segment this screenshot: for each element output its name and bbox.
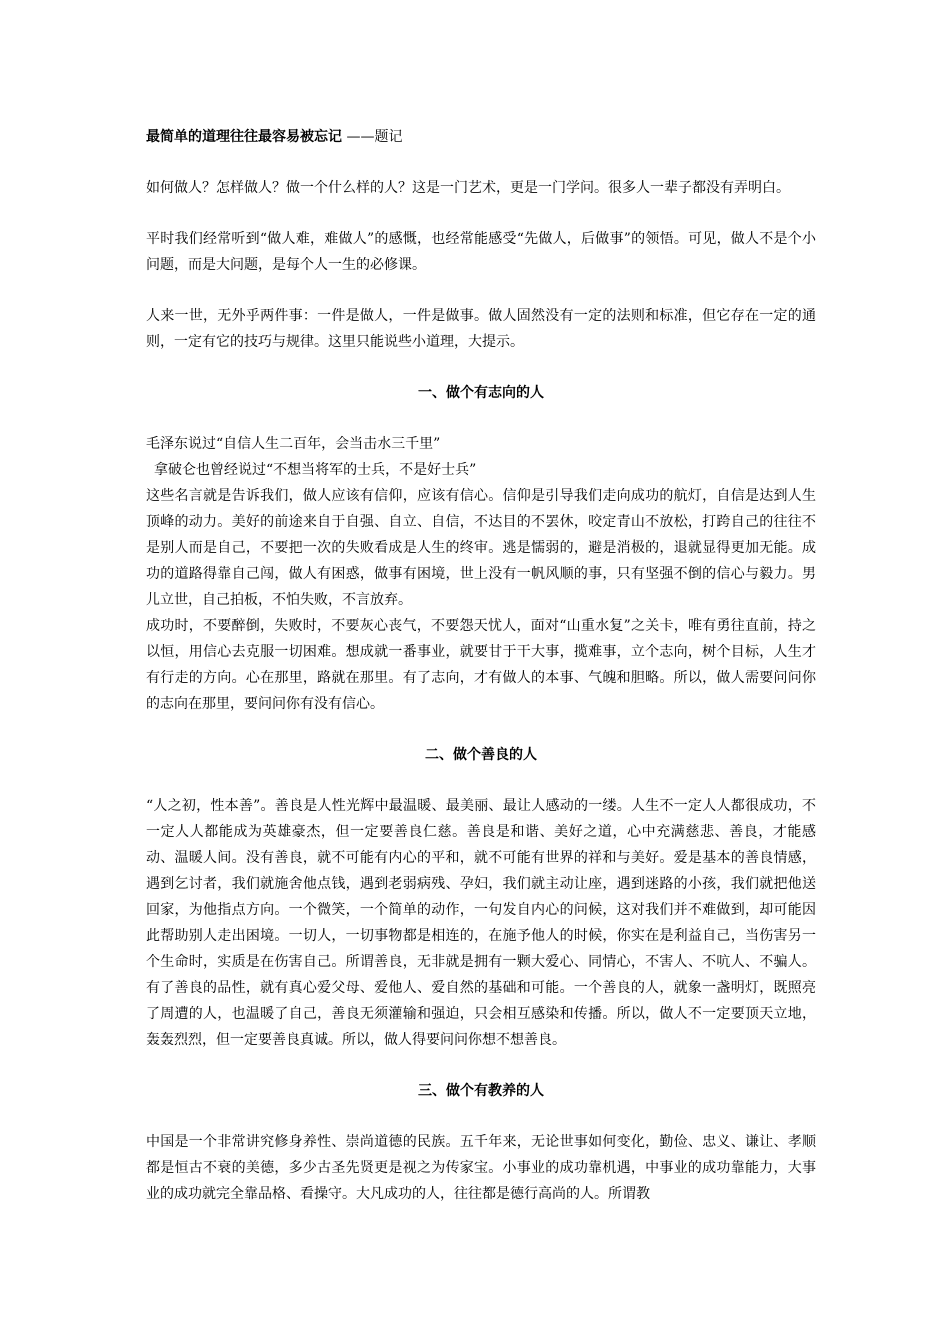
document-title-line bbox=[146, 124, 816, 150]
section-heading-1: 一、做个有志向的人 bbox=[418, 385, 544, 401]
document-page bbox=[146, 124, 816, 1207]
intro-paragraph-1: 如何做人？怎样做人？做一个什么样的人？这是一门艺术，更是一门学问。很多人一辈子都没有弄明白。 bbox=[146, 180, 790, 196]
intro-paragraph-3: 人来一世，无外乎两件事：一件是做人，一件是做事。做人固然没有一定的法则和标准，但它存在一定的通则，一定有它的技巧与规律。这里只能说些小道理，大提示。 bbox=[146, 308, 816, 350]
intro-paragraph-2: 平时我们经常听到“做人难，难做人”的感慨，也经常能感受“先做人，后做事”的领悟。可见，做人不是个小问题，而是大问题，是每个人一生的必修课。 bbox=[146, 231, 816, 273]
section-heading-2: 二、做个善良的人 bbox=[425, 747, 537, 763]
quote-mao: 毛泽东说过“自信人生二百年，会当击水三千里” bbox=[146, 436, 441, 452]
quote-napoleon: 拿破仑也曾经说过“不想当将军的士兵，不是好士兵” bbox=[154, 462, 477, 478]
section-heading-3: 三、做个有教养的人 bbox=[418, 1083, 544, 1099]
document-title: 最简单的道理往往最容易被忘记 bbox=[146, 129, 342, 145]
section2-paragraph: “人之初，性本善”。善良是人性光辉中最温暖、最美丽、最让人感动的一缕。人生不一定人人都很成功，不一定人人都能成为英雄豪杰，但一定要善良仁慈。善良是和谐、美好之道，心中充满慈悲、善良，才能感动、温暖人间。没有善良，就不可能有内心的平和，就不可能有世界的祥和与美好。爱是基本的善良情感，遇到乞讨者，我们就施舍他点钱，遇到老弱病残、孕妇，我们就主动让座，遇到迷路的小孩，我们就把他送回家，为他指点方向。一个微笑，一个简单的动作，一句发自内心的问候，这对我们并不难做到，却可能因此帮助别人走出困境。一切人，一切事物都是相连的，在施予他人的时候，你实在是利益自己，当伤害另一个生命时，实质是在伤害自己。所谓善良，无非就是拥有一颗大爱心、同情心，不害人、不吭人、不骗人。有了善良的品性，就有真心爱父母、爱他人、爱自然的基础和可能。一个善良的人，就象一盏明灯，既照亮了周遭的人，也温暖了自己，善良无须灌输和强迫，只会相互感染和传播。所以，做人不一定要顶天立地，轰轰烈烈，但一定要善良真诚。所以，做人得要问问你想不想善良。 bbox=[146, 798, 816, 1048]
section3-paragraph: 中国是一个非常讲究修身养性、崇尚道德的民族。五千年来，无论世事如何变化，勤俭、忠义、谦让、孝顺都是恒古不衰的美德，多少古圣先贤更是视之为传家宝。小事业的成功靠机遇，中事业的成功靠能力，大事业的成功就完全靠品格、看操守。大凡成功的人，往往都是德行高尚的人。所谓教 bbox=[146, 1134, 816, 1202]
section1-paragraph-1: 这些名言就是告诉我们，做人应该有信仰，应该有信心。信仰是引导我们走向成功的航灯，自信是达到人生顶峰的动力。美好的前途来自于自强、自立、自信，不达目的不罢休，咬定青山不放松，打跨自己的往往不是别人而是自己，不要把一次的失败看成是人生的终审。逃是懦弱的，避是消极的，退就显得更加无能。成功的道路得靠自己闯，做人有困惑，做事有困境，世上没有一帆风顺的事，只有坚强不倒的信心与毅力。男儿立世，自己拍板，不怕失败，不言放弃。 bbox=[146, 488, 816, 608]
section1-paragraph-2: 成功时，不要醉倒，失败时，不要灰心丧气，不要怨天忧人，面对“山重水复”之关卡，唯有勇往直前，持之以恒，用信心去克服一切困难。想成就一番事业，就要甘于干大事，揽难事，立个志向，树个目标，人生才有行走的方向。心在那里，路就在那里。有了志向，才有做人的本事、气魄和胆略。所以，做人需要问问你的志向在那里，要问问你有没有信心。 bbox=[146, 618, 816, 712]
title-epigraph: ——题记 bbox=[342, 129, 403, 145]
